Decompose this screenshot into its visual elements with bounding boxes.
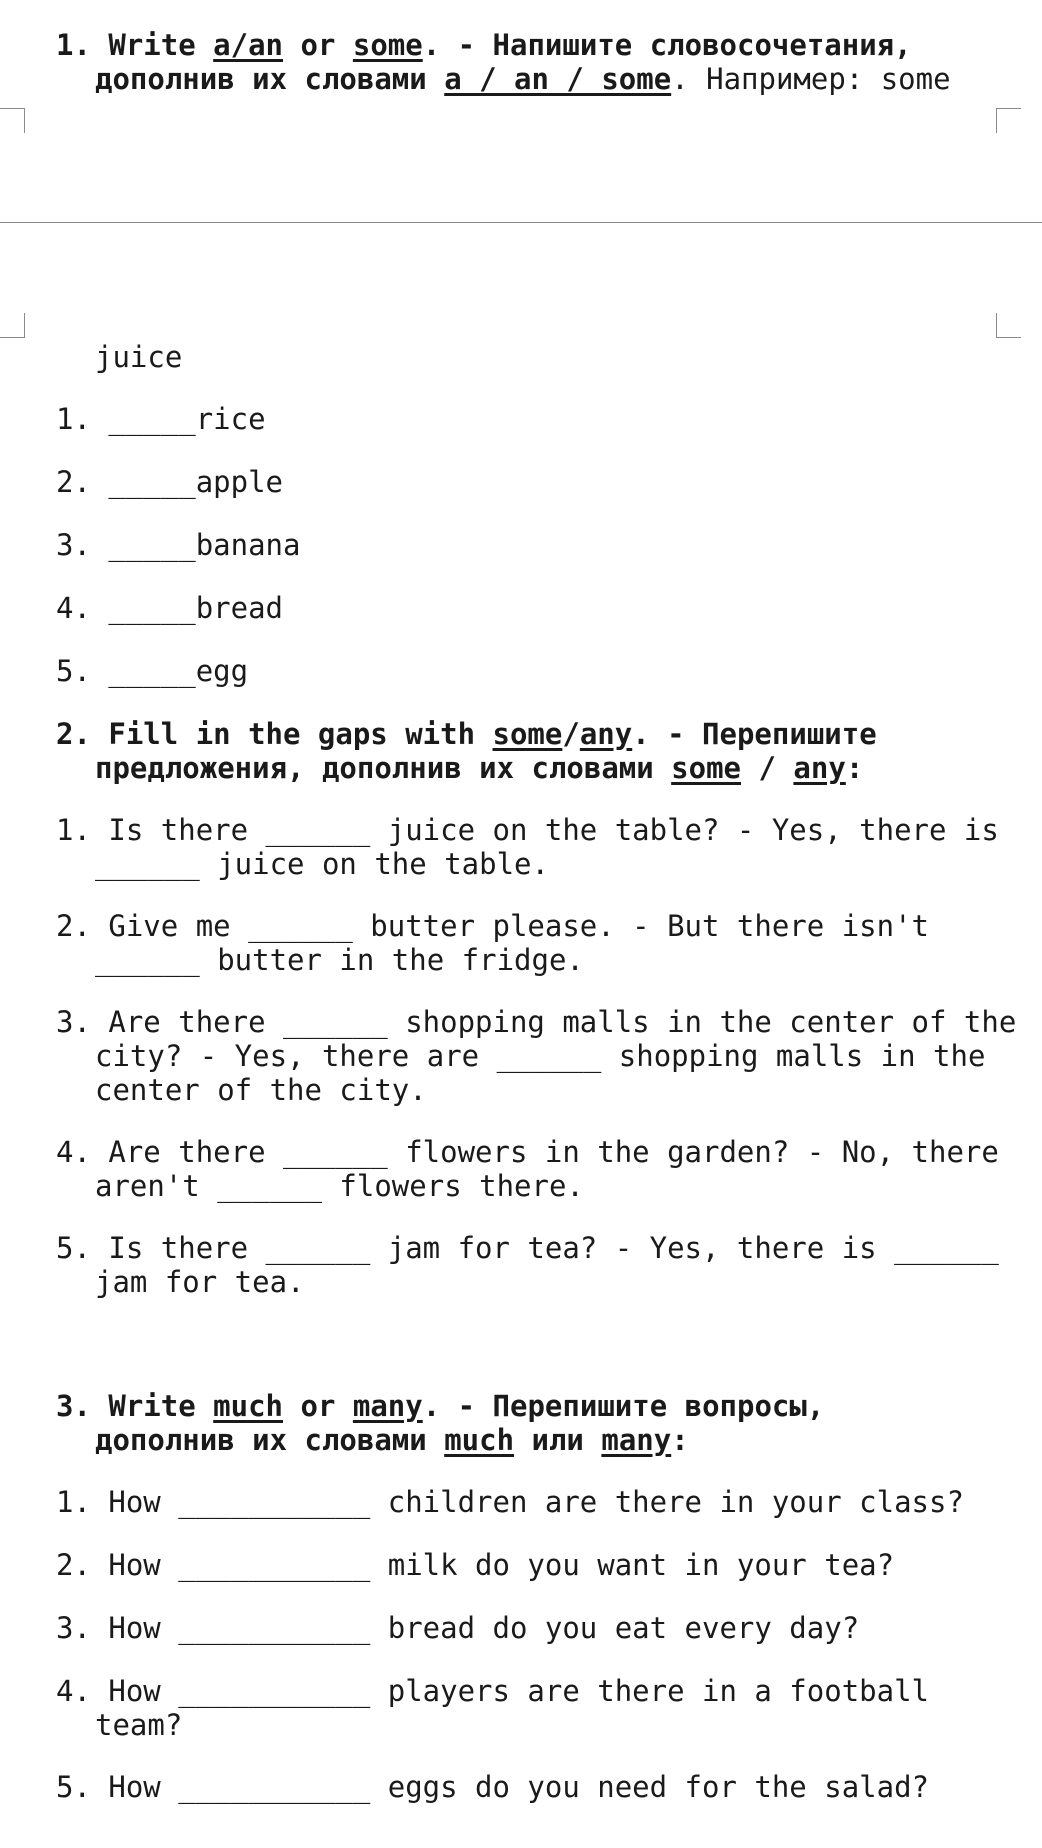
- ex3-item-1: [56, 1485, 964, 1519]
- ex2-heading-any2: any: [793, 751, 846, 785]
- ex2-item-4-line1: [56, 1135, 999, 1169]
- ex3-item-3: [56, 1611, 859, 1645]
- ex3-heading-many2: many: [601, 1423, 672, 1457]
- ex1-heading-or: or: [300, 28, 336, 62]
- item-number: 5.: [56, 1770, 91, 1804]
- ex2-item-3-line3: center of the city.: [95, 1073, 427, 1107]
- ex1-number: 1.: [56, 28, 91, 62]
- ex1-heading-ru: . - Напишите словосочетания,: [422, 28, 912, 62]
- item-number: 4.: [56, 591, 91, 625]
- ex1-item: [56, 654, 248, 688]
- item-word: bread: [195, 591, 284, 625]
- item-text: Is there ______ juice on the table? - Yes, there is: [108, 813, 999, 847]
- item-number: 2.: [56, 909, 91, 943]
- ex3-heading-line1: [56, 1389, 824, 1423]
- item-word: rice: [195, 402, 266, 436]
- ex2-heading-text: Fill in the gaps with: [108, 717, 476, 751]
- answer-blank[interactable]: _____: [108, 528, 196, 562]
- ex2-item-1-line2: ______ juice on the table.: [95, 847, 549, 881]
- page-break-divider: [0, 222, 1042, 223]
- ex3-heading-line2: [95, 1423, 689, 1457]
- ex3-heading-much2: much: [444, 1423, 515, 1457]
- ex3-item-4-line1: [56, 1674, 929, 1708]
- ex3-heading-ru2: дополнив их словами: [95, 1423, 427, 1457]
- item-text: How ___________ players are there in a football: [108, 1674, 929, 1708]
- ex3-heading-many: many: [352, 1389, 423, 1423]
- ex2-heading-line2: [95, 751, 863, 785]
- ex3-heading-text: Write: [108, 1389, 196, 1423]
- ex3-item-2: [56, 1548, 894, 1582]
- item-number: 4.: [56, 1135, 91, 1169]
- ex2-heading-colon: :: [845, 751, 864, 785]
- item-text: Is there ______ jam for tea? - Yes, there is ______: [108, 1231, 999, 1265]
- item-number: 1.: [56, 402, 91, 436]
- answer-blank[interactable]: _____: [108, 654, 196, 688]
- ex2-item-1-line1: [56, 813, 999, 847]
- item-number: 5.: [56, 654, 91, 688]
- ex2-item-5-line1: [56, 1231, 999, 1265]
- item-text: How ___________ children are there in your class?: [108, 1485, 964, 1519]
- ex2-number: 2.: [56, 717, 91, 751]
- ex3-heading-or: or: [300, 1389, 336, 1423]
- ex2-heading-some2: some: [671, 751, 742, 785]
- ex2-heading-ru: . - Перепишите: [632, 717, 877, 751]
- ex2-heading-slash: /: [562, 717, 580, 751]
- item-number: 2.: [56, 465, 91, 499]
- ex1-item: [56, 465, 283, 499]
- crop-mark-top-left: [0, 108, 25, 133]
- item-word: egg: [195, 654, 249, 688]
- item-text: How ___________ eggs do you need for the salad?: [108, 1770, 929, 1804]
- item-word: banana: [195, 528, 301, 562]
- ex1-item: [56, 591, 283, 625]
- crop-mark-bottom-right: [996, 313, 1021, 338]
- item-number: 1.: [56, 813, 91, 847]
- ex2-heading-any: any: [579, 717, 633, 751]
- ex2-heading-slash2: /: [758, 751, 776, 785]
- item-text: Give me ______ butter please. - But there isn't: [108, 909, 929, 943]
- item-text: How ___________ bread do you eat every day?: [108, 1611, 860, 1645]
- item-number: 3.: [56, 528, 91, 562]
- item-word: apple: [195, 465, 284, 499]
- item-number: 4.: [56, 1674, 91, 1708]
- ex1-heading-text: Write: [108, 28, 196, 62]
- ex1-heading-example-intro: . Например: some: [671, 62, 951, 96]
- ex1-heading-options: a / an / some: [444, 62, 672, 96]
- item-number: 1.: [56, 1485, 91, 1519]
- ex3-number: 3.: [56, 1389, 91, 1423]
- item-number: 3.: [56, 1005, 91, 1039]
- ex1-item: [56, 402, 266, 436]
- ex2-item-3-line2: city? - Yes, there are ______ shopping malls in the: [95, 1039, 986, 1073]
- crop-mark-bottom-left: [0, 313, 25, 338]
- ex1-heading-line1: [56, 28, 912, 62]
- answer-blank[interactable]: _____: [108, 465, 196, 499]
- item-text: How ___________ milk do you want in your tea?: [108, 1548, 895, 1582]
- item-text: Are there ______ shopping malls in the center of the: [108, 1005, 1017, 1039]
- ex1-item: [56, 528, 300, 562]
- ex2-heading-ru2: предложения, дополнив их словами: [95, 751, 654, 785]
- answer-blank[interactable]: _____: [108, 591, 196, 625]
- ex2-item-4-line2: aren't ______ flowers there.: [95, 1169, 584, 1203]
- ex2-item-2-line2: ______ butter in the fridge.: [95, 943, 584, 977]
- item-number: 3.: [56, 1611, 91, 1645]
- ex1-example-word: juice: [95, 340, 183, 374]
- ex1-heading-line2: [95, 62, 951, 96]
- ex1-heading-aan: a/an: [213, 28, 284, 62]
- ex2-item-3-line1: [56, 1005, 1016, 1039]
- ex2-heading-some: some: [492, 717, 563, 751]
- ex2-heading-line1: [56, 717, 877, 751]
- ex3-item-5: [56, 1770, 929, 1804]
- ex3-heading-ili: или: [531, 1423, 584, 1457]
- ex3-heading-colon: :: [671, 1423, 689, 1457]
- crop-mark-top-right: [996, 108, 1021, 133]
- item-text: Are there ______ flowers in the garden? - No, there: [108, 1135, 999, 1169]
- item-number: 5.: [56, 1231, 91, 1265]
- ex1-heading-ru2: дополнив их словами: [95, 62, 427, 96]
- ex2-item-5-line2: jam for tea.: [95, 1265, 305, 1299]
- ex3-heading-ru: . - Перепишите вопросы,: [422, 1389, 825, 1423]
- ex3-heading-much: much: [213, 1389, 284, 1423]
- item-number: 2.: [56, 1548, 91, 1582]
- ex2-item-2-line1: [56, 909, 929, 943]
- ex3-item-4-line2: team?: [95, 1708, 183, 1742]
- ex1-heading-some: some: [352, 28, 423, 62]
- answer-blank[interactable]: _____: [108, 402, 196, 436]
